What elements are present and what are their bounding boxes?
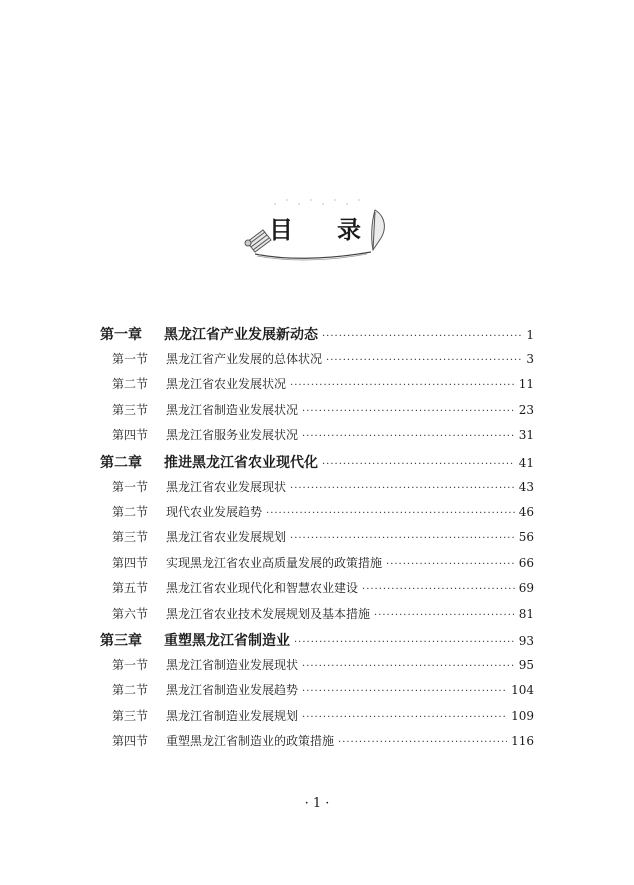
section-title: 黑龙江省农业发展规划 <box>166 530 287 545</box>
section-title: 现代农业发展趋势 <box>166 504 263 519</box>
page-ref: 109 <box>511 708 534 723</box>
chapter-title: 重塑黑龙江省制造业 <box>164 632 290 649</box>
section-title: 黑龙江省产业发展的总体状况 <box>166 352 323 366</box>
leader-dots <box>302 712 507 723</box>
page-ref: 41 <box>518 455 534 470</box>
section-title: 黑龙江省制造业发展趋势 <box>166 683 299 698</box>
section-title: 实现黑龙江省农业高质量发展的政策措施 <box>166 555 383 570</box>
leader-dots <box>290 483 515 494</box>
leader-dots <box>302 431 515 442</box>
page-ref: 43 <box>518 479 534 494</box>
toc-section[interactable] <box>100 732 534 757</box>
leader-dots <box>290 533 515 544</box>
leader-dots <box>326 355 522 366</box>
page-ref: 1 <box>526 328 534 342</box>
leader-dots <box>302 686 507 697</box>
section-number: 第五节 <box>112 581 149 596</box>
leader-dots <box>322 459 515 470</box>
section-number: 第二节 <box>112 377 149 392</box>
leader-dots <box>302 661 515 672</box>
section-title: 黑龙江省农业发展现状 <box>166 479 287 494</box>
section-title: 黑龙江省制造业发展现状 <box>166 657 299 672</box>
section-number: 第四节 <box>112 734 149 749</box>
section-number: 第三节 <box>112 402 149 417</box>
table-of-contents <box>100 324 534 757</box>
page-ref: 69 <box>518 581 534 596</box>
chapter-number: 第三章 <box>100 632 142 649</box>
page-ref: 11 <box>518 377 534 392</box>
section-number: 第三节 <box>112 708 149 723</box>
toc-section[interactable] <box>100 375 534 400</box>
section-title: 黑龙江省服务业发展状况 <box>166 428 299 443</box>
toc-section[interactable] <box>100 478 534 503</box>
toc-section[interactable] <box>100 350 534 375</box>
page-ref: 81 <box>518 606 534 621</box>
section-number: 第二节 <box>112 683 149 698</box>
leader-dots <box>322 331 522 342</box>
leader-dots <box>302 406 515 417</box>
chapter-number: 第二章 <box>100 454 142 471</box>
title-char-right: 录 <box>337 216 383 244</box>
section-number: 第六节 <box>112 606 149 621</box>
section-number: 第四节 <box>112 555 149 570</box>
page-ref: 104 <box>511 683 534 698</box>
toc-section[interactable] <box>100 401 534 426</box>
page-ref: 31 <box>518 428 534 443</box>
leader-dots <box>294 637 515 648</box>
chapter-title: 黑龙江省产业发展新动态 <box>164 327 318 343</box>
toc-section[interactable] <box>100 528 534 553</box>
leader-dots <box>374 610 515 621</box>
toc-section[interactable] <box>100 605 534 630</box>
toc-section[interactable] <box>100 579 534 604</box>
page-ref: 56 <box>518 530 534 545</box>
page-ref: 66 <box>518 555 534 570</box>
section-number: 第三节 <box>112 530 149 545</box>
leader-dots <box>362 584 515 595</box>
page-ref: 95 <box>518 657 534 672</box>
title-char-left: 目 <box>269 216 315 244</box>
toc-heading <box>235 190 395 270</box>
section-number: 第四节 <box>112 428 149 443</box>
section-title: 黑龙江省制造业发展状况 <box>166 402 299 417</box>
leader-dots <box>386 559 515 570</box>
toc-section[interactable] <box>100 656 534 681</box>
toc-chapter-1[interactable] <box>100 324 534 350</box>
section-number: 第一节 <box>112 352 149 366</box>
leader-dots <box>338 737 507 748</box>
toc-section[interactable] <box>100 707 534 732</box>
page-ref: 23 <box>518 402 534 417</box>
toc-section[interactable] <box>100 681 534 706</box>
section-title: 重塑黑龙江省制造业的政策措施 <box>166 734 335 749</box>
chapter-number: 第一章 <box>100 327 142 343</box>
page-ref: 116 <box>511 734 534 749</box>
page-number: · 1 · <box>304 796 330 811</box>
leader-dots <box>290 380 515 391</box>
toc-section[interactable] <box>100 426 534 451</box>
section-title: 黑龙江省农业现代化和智慧农业建设 <box>166 581 359 596</box>
section-title: 黑龙江省农业技术发展规划及基本措施 <box>166 606 371 621</box>
chapter-title: 推进黑龙江省农业现代化 <box>164 454 318 471</box>
page-ref: 3 <box>526 352 534 366</box>
page-ref: 93 <box>518 633 534 648</box>
toc-chapter-2[interactable] <box>100 452 534 478</box>
toc-chapter-3[interactable] <box>100 630 534 656</box>
section-title: 黑龙江省农业发展状况 <box>166 377 287 392</box>
page-ref: 46 <box>518 504 534 519</box>
toc-section[interactable] <box>100 503 534 528</box>
toc-section[interactable] <box>100 554 534 579</box>
section-number: 第一节 <box>112 657 149 672</box>
leader-dots <box>266 508 515 519</box>
section-number: 第一节 <box>112 479 149 494</box>
section-title: 黑龙江省制造业发展规划 <box>166 708 299 723</box>
section-number: 第二节 <box>112 504 149 519</box>
